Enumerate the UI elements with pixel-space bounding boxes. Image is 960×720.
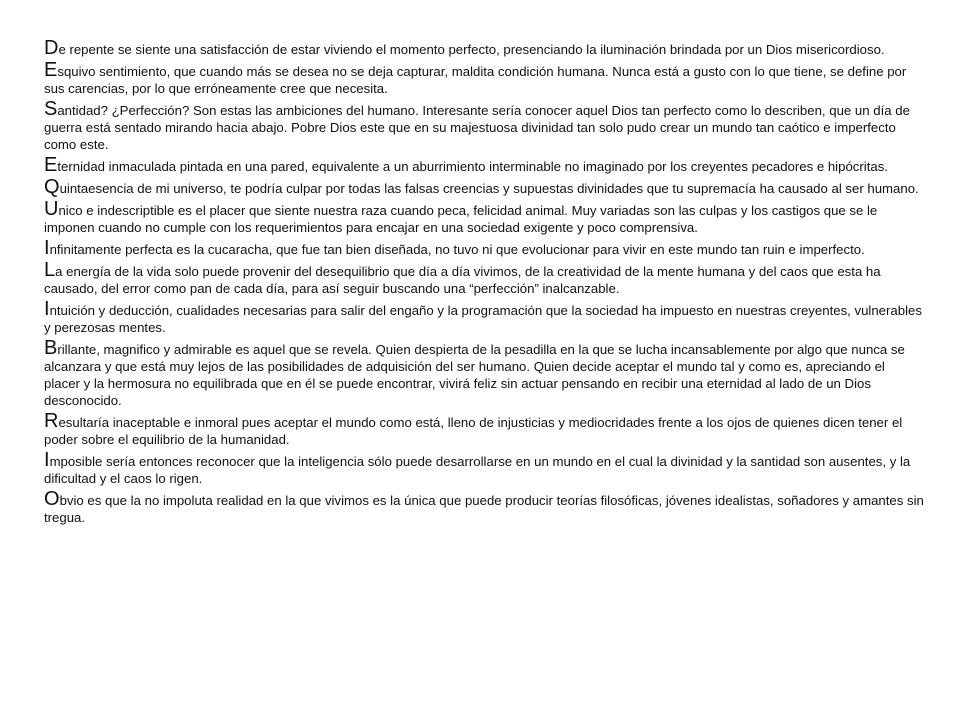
paragraph-text: ntuición y deducción, cualidades necesarias para salir del engaño y la programación que la sociedad ha impuesto en nuestras creyentes, vulnerables y perezosas mentes. bbox=[44, 303, 922, 335]
paragraph-7 bbox=[44, 237, 924, 259]
paragraph-initial: O bbox=[44, 488, 60, 510]
paragraph-initial: Q bbox=[44, 176, 60, 198]
paragraph-initial: E bbox=[44, 59, 58, 81]
paragraph-initial: I bbox=[44, 298, 50, 320]
paragraph-4 bbox=[44, 154, 924, 176]
paragraph-11 bbox=[44, 410, 924, 448]
paragraph-3 bbox=[44, 98, 924, 153]
paragraph-initial: U bbox=[44, 198, 59, 220]
paragraph-1 bbox=[44, 37, 924, 59]
paragraph-text: nfinitamente perfecta es la cucaracha, que fue tan bien diseñada, no tuvo ni que evolucionar para vivir en este mundo tan ruin e imperfecto. bbox=[49, 242, 865, 257]
paragraph-text: squivo sentimiento, que cuando más se desea no se deja capturar, maldita condición humana. Nunca está a gusto con lo que tiene, se define por sus carencias, por lo que erróneamente cree que necesita. bbox=[44, 64, 907, 96]
paragraph-text: ternidad inmaculada pintada en una pared, equivalente a un aburrimiento interminable no imaginado por los creyentes pecadores e hipócritas. bbox=[57, 159, 888, 174]
paragraph-5 bbox=[44, 176, 924, 198]
paragraph-text: esultaría inaceptable e inmoral pues aceptar el mundo como está, lleno de injusticias y mediocridades frente a los ojos de quienes dicen tener el poder sobre el equilibrio de la humanidad. bbox=[44, 415, 903, 447]
paragraph-text: nico e indescriptible es el placer que siente nuestra raza cuando peca, felicidad animal. Muy variadas son las culpas y los castigos que se le imponen cuando no cumple con los requerimientos para encajar en una sociedad exigente y poco comprensiva. bbox=[44, 203, 878, 235]
paragraph-8 bbox=[44, 259, 924, 297]
paragraph-text: mposible sería entonces reconocer que la inteligencia sólo puede desarrollarse en un mundo en el cual la divinidad y la santidad son ausentes, y la dificultad y el caos lo rigen. bbox=[44, 454, 911, 486]
paragraph-initial: I bbox=[44, 449, 50, 471]
paragraph-6 bbox=[44, 198, 924, 236]
paragraph-10 bbox=[44, 337, 924, 409]
paragraph-text: antidad? ¿Perfección? Son estas las ambiciones del humano. Interesante sería conocer aquel Dios tan perfecto como lo describen, que un día de guerra está sentado mirando hacia abajo. Pobre Dios este que en su majestuosa divinidad tan solo pudo crear un mundo tan caótico e imperfecto como este. bbox=[44, 103, 910, 152]
paragraph-initial: L bbox=[44, 259, 56, 281]
paragraph-text: uintaesencia de mi universo, te podría culpar por todas las falsas creencias y supuestas divinidades que tu supremacía ha causado al ser humano. bbox=[59, 181, 919, 196]
paragraph-text: a energía de la vida solo puede provenir del desequilibrio que día a día vivimos, de la creatividad de la mente humana y del caos que esta ha causado, del error como pan de cada día, para así seguir buscando una “perfección” inalcanzable. bbox=[44, 264, 881, 296]
paragraph-text: rillante, magnifico y admirable es aquel que se revela. Quien despierta de la pesadilla en la que se lucha incansablemente por algo que nunca se alcanzara y que está muy lejos de las posibilidades de adquisición del ser humano. Quien decide aceptar el mundo tal y como es, apreciando el placer y la hermosura no equilibrada que en él se puede encontrar, vivirá feliz sin actuar pensando en recibir una eternidad al lado de un Dios desconocido. bbox=[44, 342, 905, 408]
paragraph-initial: S bbox=[44, 98, 58, 120]
paragraph-13 bbox=[44, 488, 924, 526]
paragraph-initial: D bbox=[44, 37, 59, 59]
paragraph-initial: E bbox=[44, 154, 58, 176]
paragraph-12 bbox=[44, 449, 924, 487]
paragraph-9 bbox=[44, 298, 924, 336]
document-body bbox=[44, 37, 924, 530]
paragraph-text: e repente se siente una satisfacción de estar viviendo el momento perfecto, presenciando la iluminación brindada por un Dios misericordioso. bbox=[58, 42, 885, 57]
paragraph-2 bbox=[44, 59, 924, 97]
paragraph-initial: B bbox=[44, 337, 58, 359]
paragraph-initial: I bbox=[44, 237, 50, 259]
paragraph-text: bvio es que la no impoluta realidad en la que vivimos es la única que puede producir teorías filosóficas, jóvenes idealistas, soñadores y amantes sin tregua. bbox=[44, 493, 924, 525]
paragraph-initial: R bbox=[44, 410, 59, 432]
